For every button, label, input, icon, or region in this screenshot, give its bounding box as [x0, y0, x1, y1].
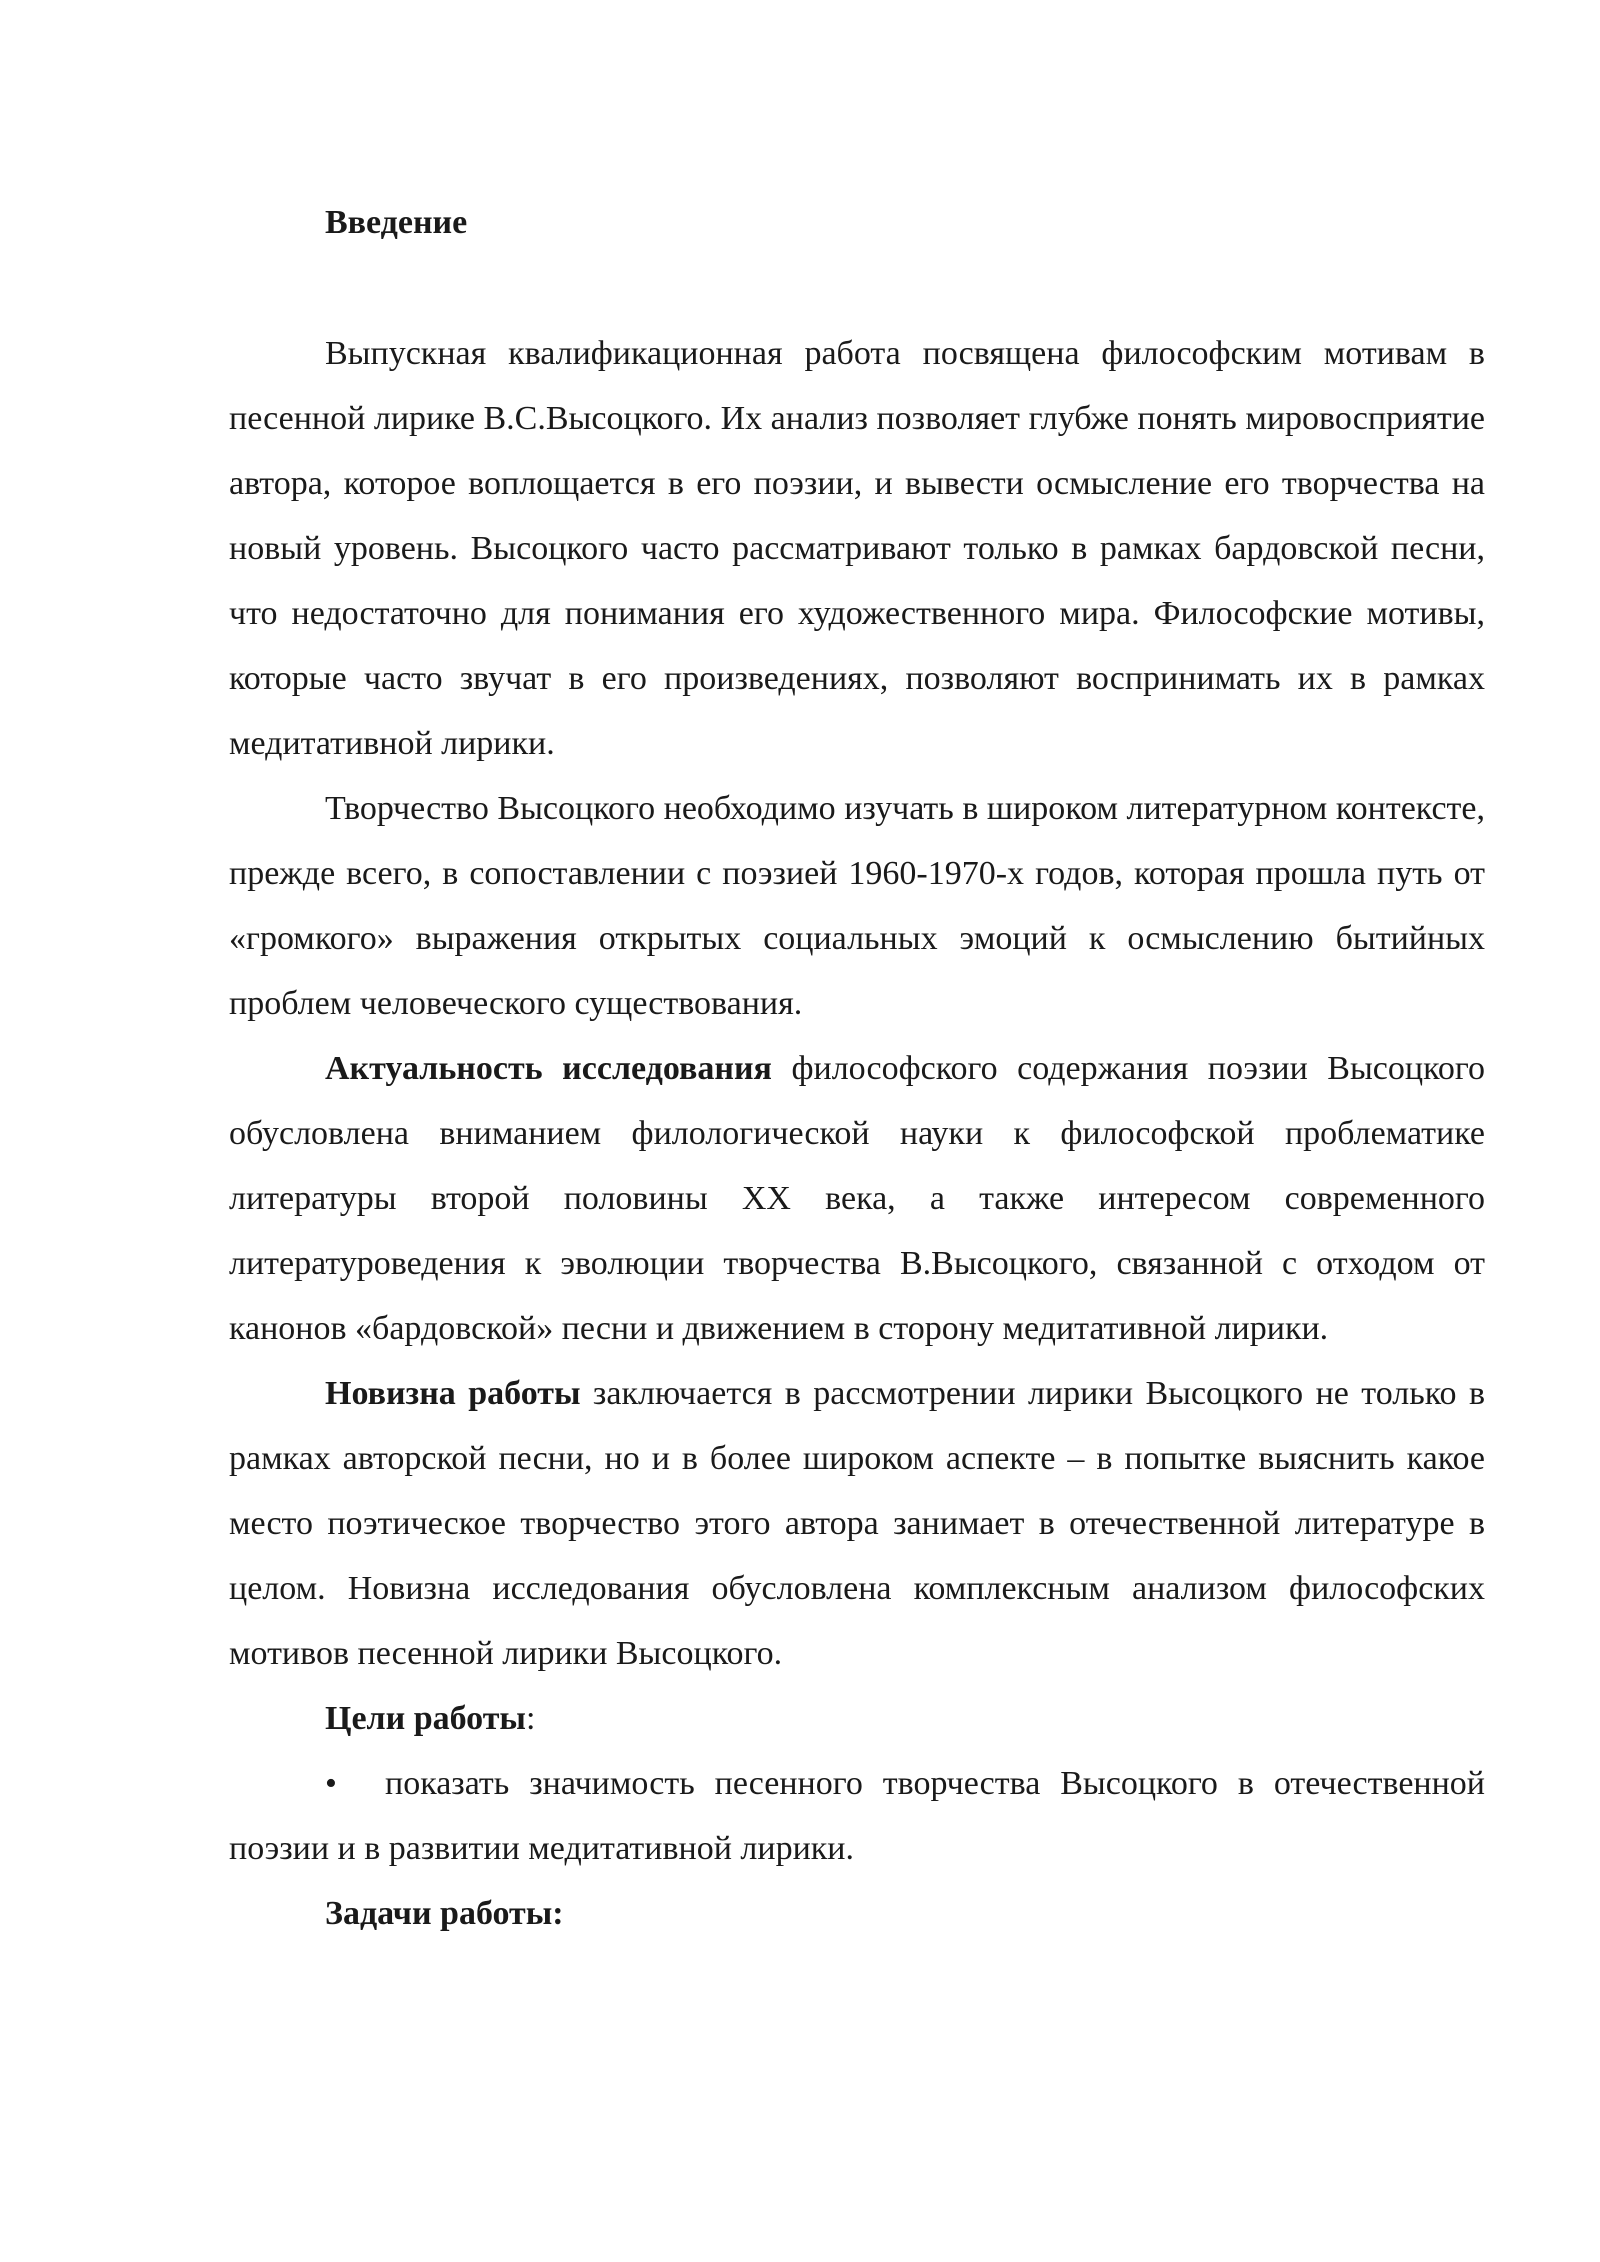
- tasks-heading: Задачи работы:: [325, 1895, 564, 1932]
- goals-label: Цели работы: [325, 1700, 526, 1737]
- relevance-paragraph: [229, 1036, 1485, 1361]
- page-content: [229, 190, 1485, 1946]
- relevance-label: Актуальность исследования: [325, 1050, 772, 1087]
- relevance-text: философского содержания поэзии Высоцкого обусловлена вниманием филологической науки к философской проблематике литературы второй половины XX века, а также интересом современного литературоведения к эволюции творчества В.Высоцкого, связанной с отходом от канонов «бардовской» песни и движением в сторону медитативной лирики.: [229, 1050, 1485, 1347]
- goal-list-item: [229, 1751, 1485, 1881]
- novelty-paragraph: [229, 1361, 1485, 1686]
- intro-paragraph-2: Творчество Высоцкого необходимо изучать в широком литературном контексте, прежде всего, в сопоставлении с поэзией 1960-1970-х годов, которая прошла путь от «громкого» выражения открытых социальных эмоций к осмыслению бытийных проблем человеческого существования.: [229, 790, 1485, 1022]
- goal-item-text: показать значимость песенного творчества Высоцкого в отечественной поэзии и в развитии медитативной лирики.: [229, 1765, 1485, 1867]
- goals-colon: :: [525, 1700, 536, 1737]
- goals-heading: [229, 1686, 1485, 1751]
- intro-paragraph-1: Выпускная квалификационная работа посвящена философским мотивам в песенной лирике В.С.Высоцкого. Их анализ позволяет глубже понять мировосприятие автора, которое воплощается в его поэзии, и вывести осмысление его творчества на новый уровень. Высоцкого часто рассматривают только в рамках бардовской песни, что недостаточно для понимания его художественного мира. Философские мотивы, которые часто звучат в его произведениях, позволяют воспринимать их в рамках медитативной лирики.: [229, 335, 1485, 762]
- bullet-icon: •: [325, 1765, 337, 1802]
- novelty-text: заключается в рассмотрении лирики Высоцкого не только в рамках авторской песни, но и в более широком аспекте – в попытке выяснить какое место поэтическое творчество этого автора занимает в отечественной литературе в целом. Новизна исследования обусловлена комплексным анализом философских мотивов песенной лирики Высоцкого.: [229, 1375, 1485, 1672]
- novelty-label: Новизна работы: [325, 1375, 581, 1412]
- spacer: [229, 255, 1485, 321]
- section-heading: Введение: [325, 204, 468, 241]
